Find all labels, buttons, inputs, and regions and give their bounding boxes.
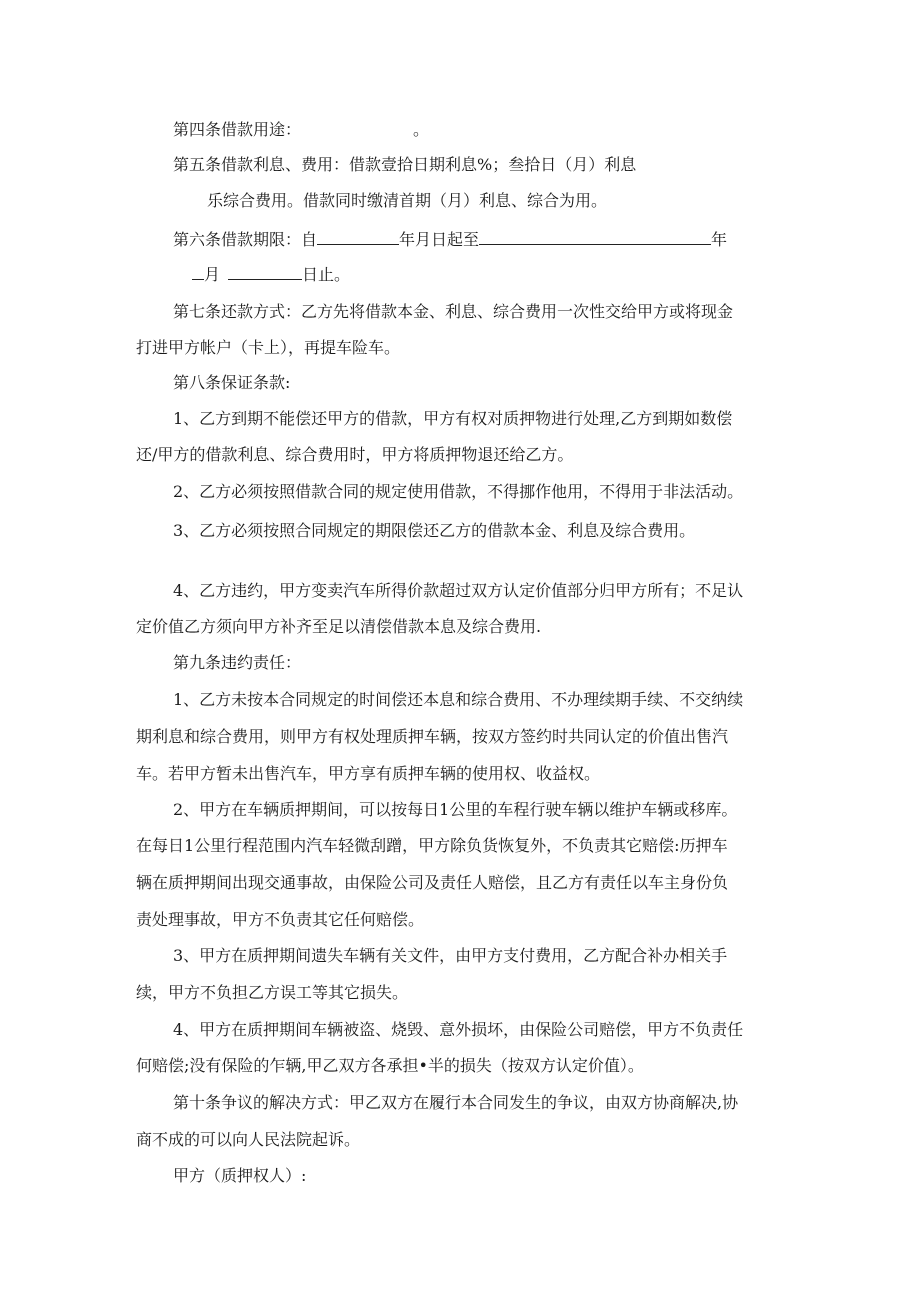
article-8-title: 第八条保证条款: xyxy=(173,373,291,392)
end-date-blank xyxy=(479,229,711,245)
article-9-clause-4-line-2: 何赔偿;没有保险的乍辆,甲乙双方各承担•半的损失（按双方认定价值）。 xyxy=(136,1056,644,1075)
article-9-clause-4-line-1: 4、甲方在质押期间车辆被盗、烧毁、意外损坏，由保险公司赔偿，甲方不负责任 xyxy=(173,1020,744,1039)
start-date-blank xyxy=(317,229,399,245)
article-9-clause-3-line-2: 续，甲方不负担乙方误工等其它损失。 xyxy=(136,983,409,1002)
article-4-label: 第四条借款用途： xyxy=(173,120,302,139)
article-9-clause-3-line-1: 3、甲方在质押期间遗失车辆有关文件，由甲方支付费用，乙方配合补办相关手 xyxy=(173,946,728,965)
article-4-end: 。 xyxy=(413,120,430,139)
article-8-clause-3: 3、乙方必须按照合同规定的期限偿还乙方的借款本金、利息及综合费用。 xyxy=(173,521,696,540)
article-6-line-2 xyxy=(192,264,350,285)
article-9-clause-1-line-3: 车。若甲方暂未出售汽车，甲方享有质押车辆的使用权、收益权。 xyxy=(136,764,601,783)
article-7-line-2: 打进甲方帐户（卡上），再提车险车。 xyxy=(136,338,401,357)
article-8-clause-4-line-2: 定价值乙方须向甲方补齐至足以清偿借款本息及综合费用. xyxy=(136,617,542,636)
article-9-clause-1-line-1: 1、乙方未按本合同规定的时间偿还本息和综合费用、不办理续期手续、不交纳续 xyxy=(173,690,744,709)
article-6-mid: 年月日起至 xyxy=(399,230,480,249)
article-5-line-2: 乐综合费用。借款同时缴清首期（月）利息、综合为用。 xyxy=(207,191,608,210)
month-blank xyxy=(192,264,204,280)
article-4 xyxy=(173,120,429,140)
article-8-clause-2: 2、乙方必须按照借款合同的规定使用借款，不得挪作他用，不得用于非法活动。 xyxy=(173,482,744,501)
day-blank xyxy=(228,264,302,280)
article-7-line-1: 第七条还款方式：乙方先将借款本金、利息、综合费用一次性交给甲方或将现金 xyxy=(173,302,734,321)
article-6-end: 日止。 xyxy=(302,265,351,284)
article-10-line-2: 商不成的可以向人民法院起诉。 xyxy=(136,1130,361,1149)
article-6-year: 年 xyxy=(711,230,728,249)
article-8-clause-1-line-2: 还/甲方的借款利息、综合费用时，甲方将质押物退还给乙方。 xyxy=(136,445,574,464)
article-8-clause-4-line-1: 4、乙方违约，甲方变卖汽车所得价款超过双方认定价值部分归甲方所有；不足认 xyxy=(173,581,744,600)
article-5-line-1: 第五条借款利息、费用：借款壹拾日期利息%；叁拾日（月）利息 xyxy=(173,155,637,174)
article-10-line-1: 第十条争议的解决方式：甲乙双方在履行本合同发生的争议，由双方协商解决,协 xyxy=(173,1093,739,1112)
party-a-signature-label: 甲方（质押权人）: xyxy=(173,1166,307,1185)
article-6-line-1 xyxy=(173,229,727,250)
article-9-clause-2-line-3: 辆在质押期间出现交通事故，由保险公司及责任人赔偿，且乙方有责任以车主身份负 xyxy=(136,873,729,892)
article-6-label: 第六条借款期限：自 xyxy=(173,230,318,249)
article-9-clause-2-line-2: 在每日1公里行程范围内汽车轻微刮蹭，甲方除负货恢复外，不负责其它赔偿:历押车 xyxy=(136,836,728,855)
article-9-title: 第九条违约责任： xyxy=(173,653,302,672)
article-9-clause-2-line-4: 责处理事故，甲方不负责其它任何赔偿。 xyxy=(136,910,425,929)
article-6-month: 月 xyxy=(204,265,221,284)
article-8-clause-1-line-1: 1、乙方到期不能偿还甲方的借款，甲方有权对质押物进行处理,乙方到期如数偿 xyxy=(173,409,733,428)
article-9-clause-2-line-1: 2、甲方在车辆质押期间，可以按每日1公里的车程行驶车辆以维护车辆或移库。 xyxy=(173,800,738,819)
article-9-clause-1-line-2: 期利息和综合费用，则甲方有权处理质押车辆，按双方签约时共同认定的价值出售汽 xyxy=(136,727,729,746)
